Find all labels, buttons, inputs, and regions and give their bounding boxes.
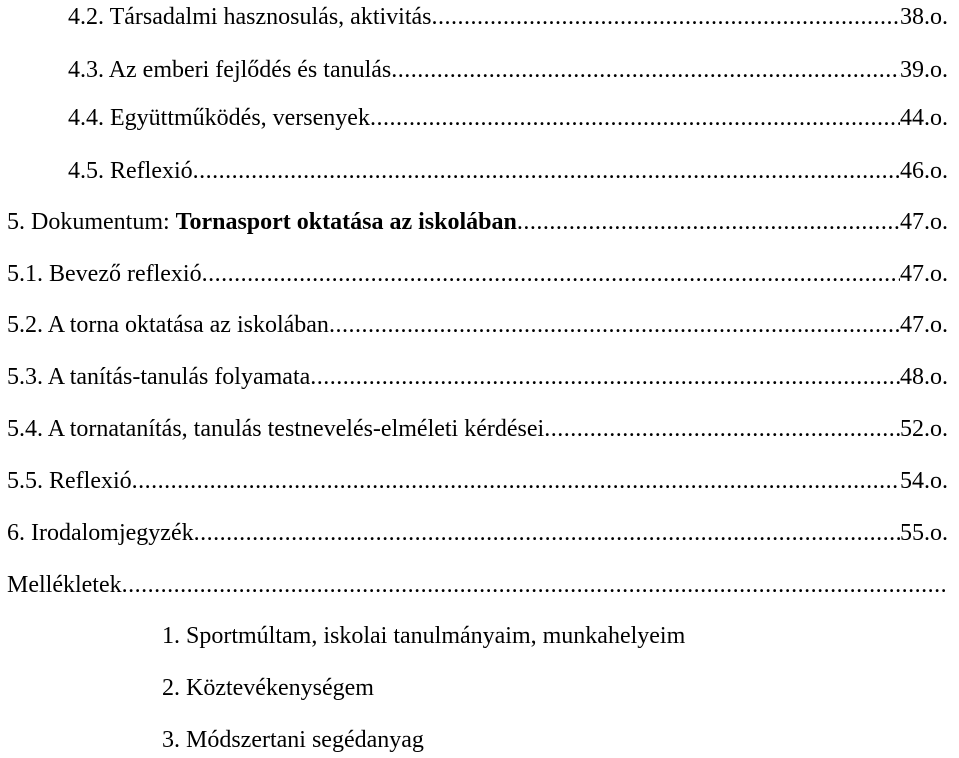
toc-dot-leader (310, 362, 900, 392)
toc-page-number: 54.o. (900, 468, 948, 494)
annex-item-1: 1. Sportmúltam, iskolai tanulmányaim, munkahelyeim (162, 623, 686, 649)
toc-page-number: 46.o. (900, 158, 948, 184)
toc-entry-5-4[interactable] (7, 414, 948, 444)
toc-entry-4-4[interactable] (68, 103, 948, 133)
toc-dot-leader (329, 310, 900, 340)
toc-entry-4-3[interactable] (68, 55, 948, 85)
toc-page-number: 39.o. (900, 57, 948, 83)
toc-page-number: 38.o. (900, 4, 948, 30)
toc-entry-5-3[interactable] (7, 362, 948, 392)
toc-entry-4-2[interactable] (68, 2, 948, 32)
toc-dot-leader (432, 2, 901, 32)
toc-entry-title: 6. Irodalomjegyzék (7, 520, 194, 546)
toc-page-number: 47.o. (900, 261, 948, 287)
toc-entry-title: 5.5. Reflexió (7, 468, 132, 494)
toc-dot-leader (193, 156, 900, 186)
toc-entry-title-bold: Tornasport oktatása az iskolában (175, 209, 517, 235)
toc-dot-leader (194, 518, 900, 548)
toc-dot-leader (544, 414, 900, 444)
toc-dot-leader (370, 103, 900, 133)
toc-page-number: 48.o. (900, 364, 948, 390)
toc-entry-title: 5. Dokumentum: Tornasport oktatása az iskolában (7, 209, 517, 235)
toc-page-number: 47.o. (900, 209, 948, 235)
toc-page-number: 55.o. (900, 520, 948, 546)
toc-dot-leader (122, 570, 948, 600)
annex-item-3: 3. Módszertani segédanyag (162, 727, 424, 753)
toc-page-number: 44.o. (900, 105, 948, 131)
toc-dot-leader (517, 207, 900, 237)
toc-entry-5-2[interactable] (7, 310, 948, 340)
toc-page-number: 52.o. (900, 416, 948, 442)
toc-entry-5-5[interactable] (7, 466, 948, 496)
toc-entry-title: 5.1. Bevező reflexió (7, 261, 202, 287)
toc-entry-title: 5.2. A torna oktatása az iskolában (7, 312, 329, 338)
toc-entry-title: 4.2. Társadalmi hasznosulás, aktivitás (68, 4, 432, 30)
toc-entry-title: 5.3. A tanítás-tanulás folyamata (7, 364, 311, 390)
toc-entry-title: 4.3. Az emberi fejlődés és tanulás (68, 57, 392, 83)
toc-entry-title: 4.5. Reflexió (68, 158, 193, 184)
annex-item-2: 2. Köztevékenységem (162, 675, 374, 701)
toc-dot-leader (132, 466, 900, 496)
toc-entry-title: 5.4. A tornatanítás, tanulás testnevelés-elméleti kérdései (7, 416, 545, 442)
toc-entry-title: 4.4. Együttműködés, versenyek (68, 105, 370, 131)
toc-page-number: 47.o. (900, 312, 948, 338)
toc-entry-5[interactable] (7, 207, 948, 237)
toc-entry-mellekletek[interactable] (7, 570, 948, 600)
toc-entry-6[interactable] (7, 518, 948, 548)
toc-entry-5-1[interactable] (7, 259, 948, 289)
toc-dot-leader (202, 259, 900, 289)
toc-entry-4-5[interactable] (68, 156, 948, 186)
toc-entry-title: Mellékletek (7, 572, 122, 598)
toc-dot-leader (391, 55, 900, 85)
